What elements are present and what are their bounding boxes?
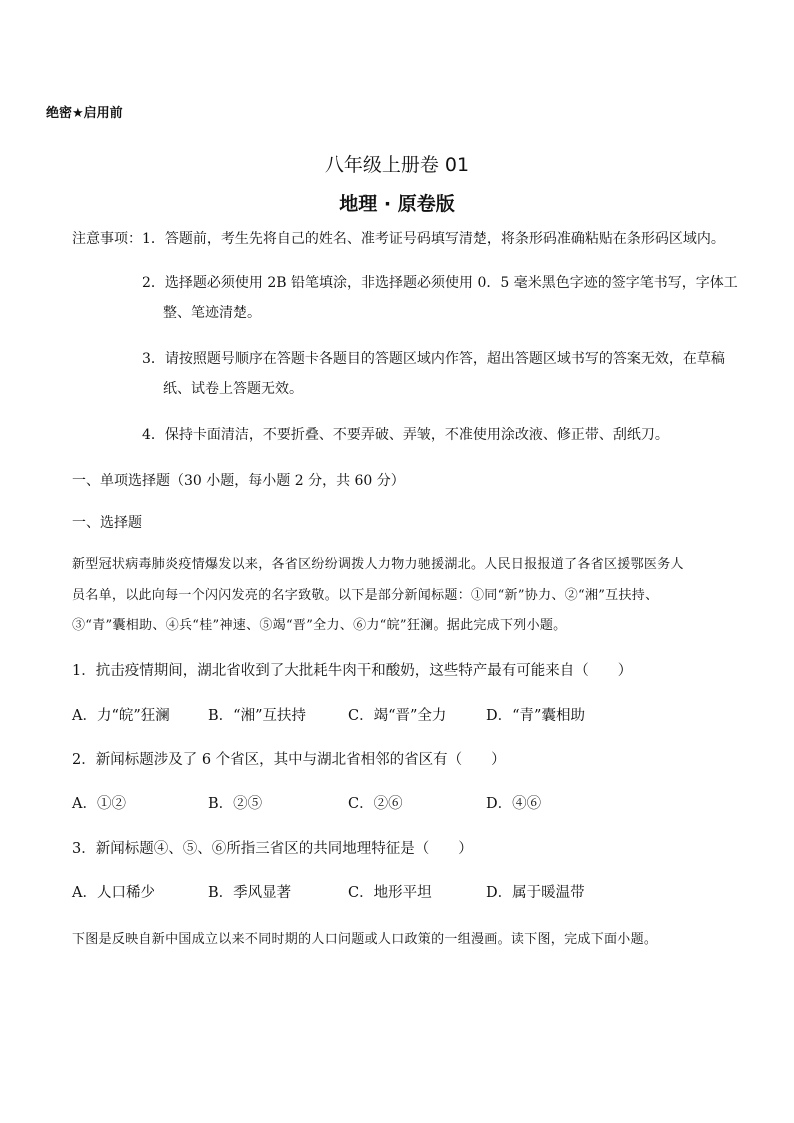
passage-line: 员名单，以此向每一个闪闪发亮的名字致敬。以下是部分新闻标题：①同“新”协力、②“湘”互扶持、 <box>72 588 659 603</box>
question-2-option-a: A．①② <box>72 796 126 812</box>
exam-title: 八年级上册卷 01 <box>324 154 470 176</box>
comic-passage: 下图是反映自新中国成立以来不同时期的人口问题或人口政策的一组漫画。读下图，完成下面小题。 <box>72 932 658 947</box>
question-1-option-a: A．力“皖”狂澜 <box>72 708 170 724</box>
passage-line: ③“青”囊相助、④兵“桂”神速、⑤竭“晋”全力、⑥力“皖”狂澜。据此完成下列小题。 <box>72 618 567 633</box>
note-item-4: 4．保持卡面清洁，不要折叠、不要弄破、弄皱，不准使用涂改液、修正带、刮纸刀。 <box>142 427 669 443</box>
question-2-option-d: D．④⑥ <box>486 796 542 812</box>
question-3-option-d: D．属于暖温带 <box>486 885 585 901</box>
question-1-option-b: B．“湘”互扶持 <box>208 708 306 724</box>
question-3-stem: 3．新闻标题④、⑤、⑥所指三省区的共同地理特征是（ ） <box>72 841 473 857</box>
confidential-label: 绝密★启用前 <box>46 106 123 121</box>
section-heading-choice: 一、选择题 <box>72 515 142 531</box>
question-2-option-b: B．②⑤ <box>208 796 263 812</box>
question-3-option-b: B．季风显著 <box>208 885 292 901</box>
passage-line: 新型冠状病毒肺炎疫情爆发以来，各省区纷纷调拨人力物力驰援湖北。人民日报报道了各省区援鄂医务人 <box>72 557 684 572</box>
note-item-2-line-1: 2．选择题必须使用 2B 铅笔填涂，非选择题必须使用 0．5 毫米黑色字迹的签字笔书写，字体工 <box>142 275 738 291</box>
note-item-2-line-2: 整、笔迹清楚。 <box>163 305 261 321</box>
section-heading-single-choice: 一、单项选择题（30 小题，每小题 2 分，共 60 分） <box>72 473 405 489</box>
exam-subtitle: 地理 · 原卷版 <box>339 193 455 215</box>
note-item-3-line-1: 3．请按照题号顺序在答题卡各题目的答题区域内作答，超出答题区域书写的答案无效，在草稿 <box>142 351 725 367</box>
question-1-stem: 1．抗击疫情期间，湖北省收到了大批耗牛肉干和酸奶，这些特产最有可能来自（ ） <box>72 663 633 679</box>
question-2-option-c: C．②⑥ <box>348 796 403 812</box>
question-3-option-a: A．人口稀少 <box>72 885 155 901</box>
question-3-option-c: C．地形平坦 <box>348 885 432 901</box>
question-1-option-c: C．竭“晋”全力 <box>348 708 447 724</box>
note-item-3-line-2: 纸、试卷上答题无效。 <box>163 381 303 397</box>
note-item-1: 1．答题前，考生先将自己的姓名、准考证号码填写清楚，将条形码准确粘贴在条形码区域内。 <box>142 231 725 247</box>
question-2-stem: 2．新闻标题涉及了 6 个省区，其中与湖北省相邻的省区有（ ） <box>72 752 506 768</box>
question-1-option-d: D．“青”囊相助 <box>486 708 585 724</box>
notes-label: 注意事项： <box>72 231 142 247</box>
